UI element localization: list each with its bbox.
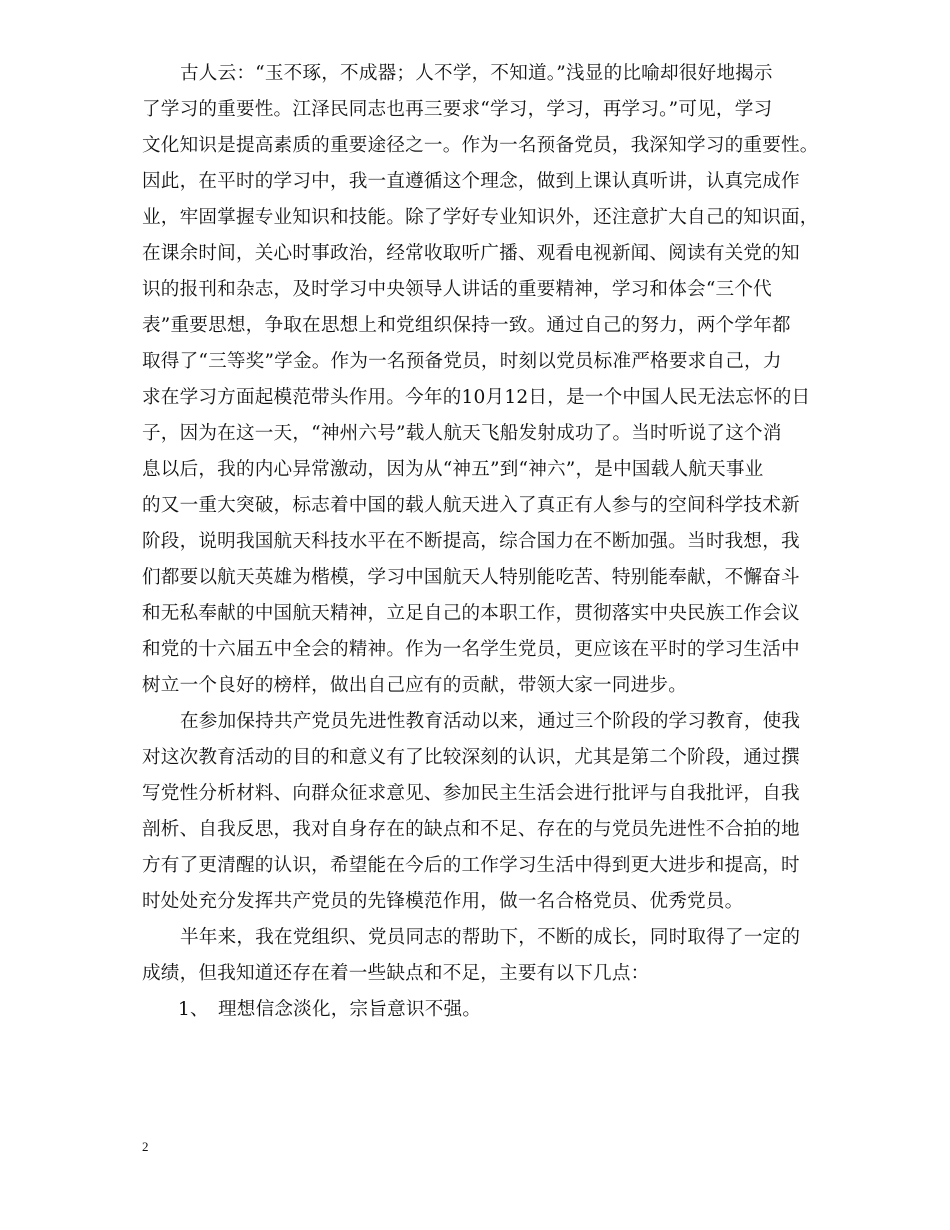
text-line: 文化知识是提高素质的重要途径之一。作为一名预备党员，我深知学习的重要性。: [142, 135, 819, 156]
text-line: 的又一重大突破，标志着中国的载人航天进入了真正有人参与的空间科学技术新: [142, 495, 800, 516]
text-line: 取得了“三等奖”学金。作为一名预备党员，时刻以党员标准严格要求自己，力: [142, 351, 782, 372]
text-line: 和无私奉献的中国航天精神，立足自己的本职工作，贯彻落实中央民族工作会议: [142, 603, 800, 624]
text-line: 业，牢固掌握专业知识和技能。除了学好专业知识外，还注意扩大自己的知识面，: [142, 207, 819, 228]
body-text: [142, 56, 822, 1028]
page-number: 2: [142, 1139, 149, 1154]
text-line: 方有了更清醒的认识，希望能在今后的工作学习生活中得到更大进步和提高，时: [142, 855, 800, 876]
text-line: 古人云：“玉不琢，不成器；人不学，不知道。”浅显的比喻却很好地揭示: [180, 63, 773, 84]
paragraph-1: [142, 56, 822, 704]
list-item-text: 理想信念淡化，宗旨意识不强。: [218, 999, 482, 1020]
text-line: 对这次教育活动的目的和意义有了比较深刻的认识，尤其是第二个阶段，通过撰: [142, 747, 800, 768]
text-line: 写党性分析材料、向群众征求意见、参加民主生活会进行批评与自我批评，自我: [142, 783, 800, 804]
list-item: [142, 992, 822, 1028]
text-line: 求在学习方面起模范带头作用。今年的10月12日，是一个中国人民无法忘怀的日: [142, 387, 811, 408]
text-line: 和党的十六届五中全会的精神。作为一名学生党员，更应该在平时的学习生活中: [142, 639, 800, 660]
paragraph-2: [142, 704, 822, 920]
text-line: 半年来，我在党组织、党员同志的帮助下，不断的成长，同时取得了一定的: [180, 927, 801, 948]
text-line: 树立一个良好的榜样，做出自己应有的贡献，带领大家一同进步。: [142, 675, 688, 696]
text-line: 息以后，我的内心异常激动，因为从“神五”到“神六”，是中国载人航天事业: [142, 459, 764, 480]
text-line: 剖析、自我反思，我对自身存在的缺点和不足、存在的与党员先进性不合拍的地: [142, 819, 800, 840]
list-item-number: 1、: [178, 999, 209, 1020]
text-line: 在课余时间，关心时事政治，经常收取听广播、观看电视新闻、阅读有关党的知: [142, 243, 800, 264]
text-line: 成绩，但我知道还存在着一些缺点和不足，主要有以下几点：: [142, 963, 650, 984]
text-line: 阶段，说明我国航天科技水平在不断提高，综合国力在不断加强。当时我想，我: [142, 531, 800, 552]
paragraph-3: [142, 920, 822, 992]
text-line: 识的报刊和杂志，及时学习中央领导人讲话的重要精神，学习和体会“三个代: [142, 279, 772, 300]
text-line: 了学习的重要性。江泽民同志也再三要求“学习，学习，再学习。”可见，学习: [142, 99, 773, 120]
text-line: 时处处充分发挥共产党员的先锋模范作用，做一名合格党员、优秀党员。: [142, 891, 744, 912]
text-line: 子，因为在这一天，“神州六号”载人航天飞船发射成功了。当时听说了这个消: [142, 423, 782, 444]
text-line: 表”重要思想，争取在思想上和党组织保持一致。通过自己的努力，两个学年都: [142, 315, 791, 336]
text-line: 们都要以航天英雄为楷模，学习中国航天人特别能吃苦、特别能奉献，不懈奋斗: [142, 567, 800, 588]
text-line: 在参加保持共产党员先进性教育活动以来，通过三个阶段的学习教育，使我: [180, 711, 801, 732]
text-line: 因此，在平时的学习中，我一直遵循这个理念，做到上课认真听讲，认真完成作: [142, 171, 800, 192]
